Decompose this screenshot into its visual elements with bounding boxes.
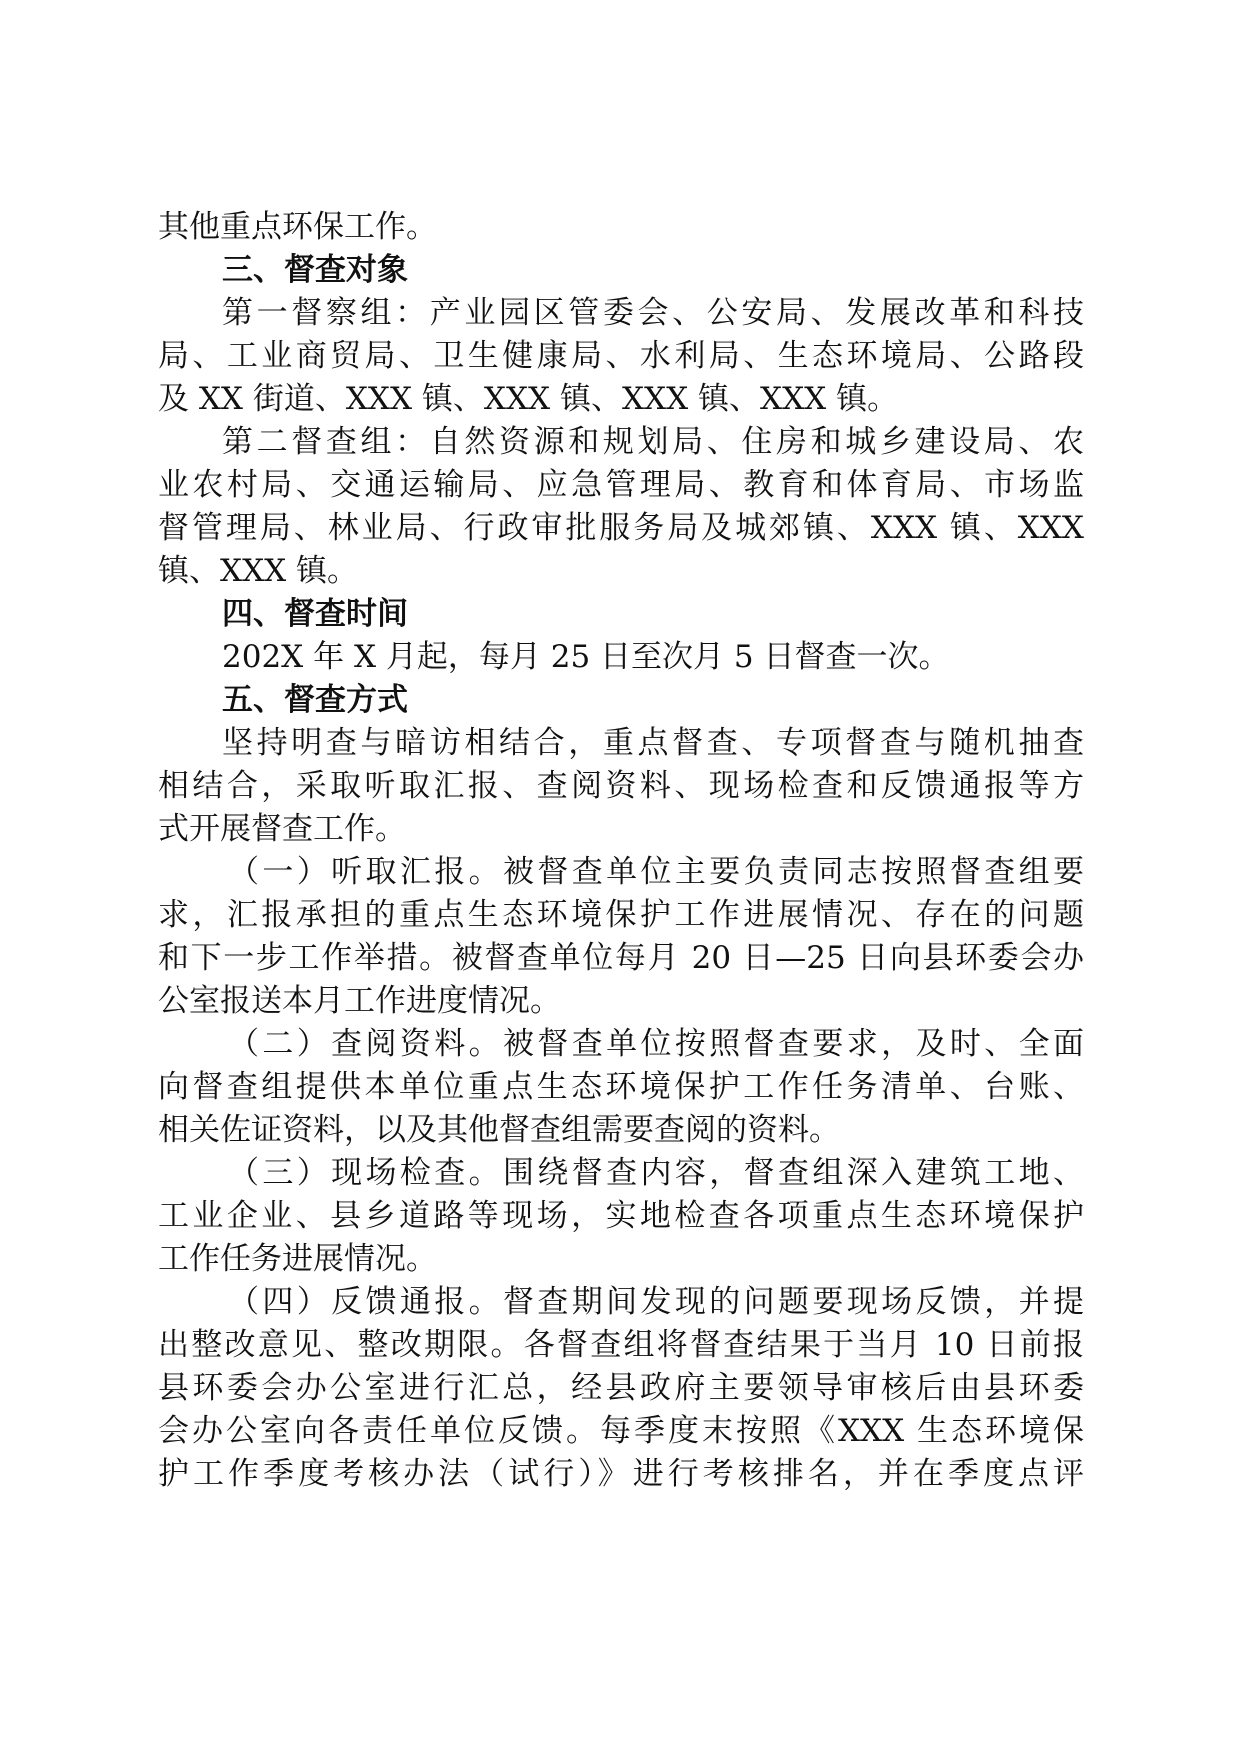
body-text-line: 坚持明查与暗访相结合，重点督查、专项督查与随机抽查 xyxy=(222,725,1084,761)
body-text-line: 镇、XXX 镇。 xyxy=(158,553,359,589)
body-text-line: 业农村局、交通运输局、应急管理局、教育和体育局、市场监 xyxy=(158,467,1084,503)
body-text-line: 工作任务进展情况。 xyxy=(158,1241,437,1277)
body-text-line: 202X 年 X 月起，每月 25 日至次月 5 日督查一次。 xyxy=(222,639,950,675)
body-text-line: （二）查阅资料。被督查单位按照督查要求，及时、全面 xyxy=(228,1026,1084,1062)
body-text-line: （一）听取汇报。被督查单位主要负责同志按照督查组要 xyxy=(228,854,1084,890)
body-text-line: 相关佐证资料，以及其他督查组需要查阅的资料。 xyxy=(158,1112,840,1148)
body-text-line: 求，汇报承担的重点生态环境保护工作进展情况、存在的问题 xyxy=(158,897,1084,933)
body-text-line: 相结合，采取听取汇报、查阅资料、现场检查和反馈通报等方 xyxy=(158,768,1084,804)
body-text-line: 和下一步工作举措。被督查单位每月 20 日—25 日向县环委会办 xyxy=(158,940,1084,976)
body-text-line: 县环委会办公室进行汇总，经县政府主要领导审核后由县环委 xyxy=(158,1370,1084,1406)
body-text-line: 公室报送本月工作进度情况。 xyxy=(158,983,561,1019)
body-text-line: 式开展督查工作。 xyxy=(158,811,406,847)
body-text-line: 会办公室向各责任单位反馈。每季度末按照《XXX 生态环境保 xyxy=(158,1413,1084,1449)
section-heading-supervision-method: 五、督查方式 xyxy=(222,682,408,718)
body-text-line: （四）反馈通报。督查期间发现的问题要现场反馈，并提 xyxy=(228,1284,1084,1320)
body-text-line: 护工作季度考核办法（试行）》进行考核排名，并在季度点评 xyxy=(158,1456,1084,1492)
body-text-line: 第一督察组：产业园区管委会、公安局、发展改革和科技 xyxy=(222,295,1084,331)
section-heading-supervision-targets: 三、督查对象 xyxy=(222,252,408,288)
body-text-line: 局、工业商贸局、卫生健康局、水利局、生态环境局、公路段 xyxy=(158,338,1084,374)
body-text-line: （三）现场检查。围绕督查内容，督查组深入建筑工地、 xyxy=(228,1155,1084,1191)
body-text-line: 其他重点环保工作。 xyxy=(158,209,437,245)
section-heading-supervision-time: 四、督查时间 xyxy=(222,596,408,632)
body-text-line: 工业企业、县乡道路等现场，实地检查各项重点生态环境保护 xyxy=(158,1198,1084,1234)
body-text-line: 出整改意见、整改期限。各督查组将督查结果于当月 10 日前报 xyxy=(158,1327,1084,1363)
body-text-line: 第二督查组：自然资源和规划局、住房和城乡建设局、农 xyxy=(222,424,1084,460)
body-text-line: 向督查组提供本单位重点生态环境保护工作任务清单、台账、 xyxy=(158,1069,1084,1105)
body-text-line: 及 XX 街道、XXX 镇、XXX 镇、XXX 镇、XXX 镇。 xyxy=(158,381,899,417)
body-text-line: 督管理局、林业局、行政审批服务局及城郊镇、XXX 镇、XXX xyxy=(158,510,1084,546)
